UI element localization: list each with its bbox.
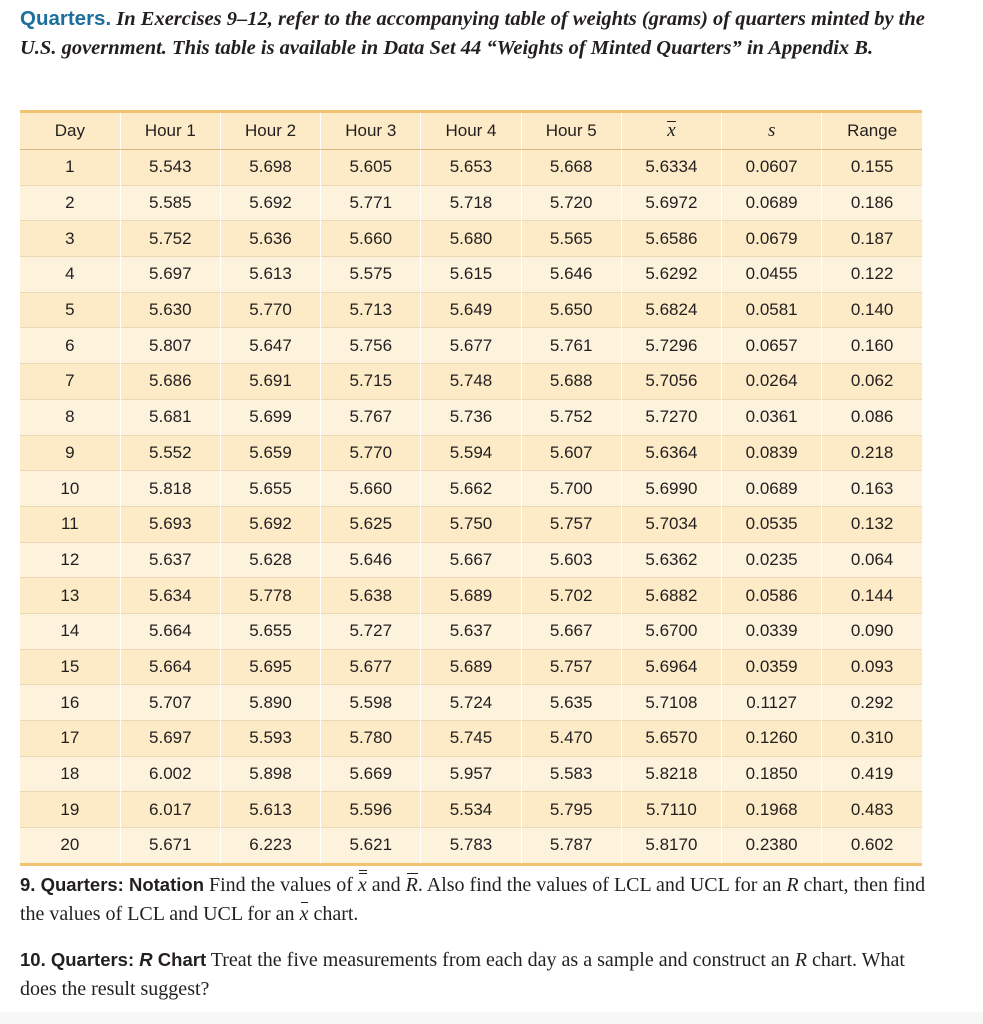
cell-hour-1: 5.697: [120, 257, 220, 293]
table-row: [20, 328, 922, 364]
cell-hour-5: 5.700: [521, 471, 621, 507]
cell-hour-1: 5.637: [120, 542, 220, 578]
cell-std-dev: 0.0235: [722, 542, 822, 578]
cell-day: 8: [20, 399, 120, 435]
cell-hour-3: 5.669: [321, 756, 421, 792]
cell-sample-mean: 5.8170: [621, 828, 721, 865]
cell-hour-3: 5.727: [321, 613, 421, 649]
cell-hour-2: 5.628: [220, 542, 320, 578]
table-row: [20, 435, 922, 471]
cell-hour-2: 5.695: [220, 649, 320, 685]
cell-hour-1: 5.707: [120, 685, 220, 721]
cell-hour-4: 5.750: [421, 506, 521, 542]
cell-day: 13: [20, 578, 120, 614]
cell-hour-2: 5.770: [220, 292, 320, 328]
header-day: Day: [20, 112, 120, 150]
cell-hour-4: 5.534: [421, 792, 521, 828]
cell-sample-mean: 5.6292: [621, 257, 721, 293]
cell-day: 17: [20, 721, 120, 757]
exercise-9-heading: 9. Quarters: Notation: [20, 874, 204, 895]
cell-std-dev: 0.0339: [722, 613, 822, 649]
cell-range: 0.132: [822, 506, 922, 542]
header-std-dev: [722, 112, 822, 150]
quarters-weights-table: [20, 110, 922, 866]
table-row: [20, 257, 922, 293]
x-bar-symbol: x: [300, 900, 309, 929]
cell-range: 0.155: [822, 150, 922, 186]
table-row: [20, 578, 922, 614]
cell-sample-mean: 5.6334: [621, 150, 721, 186]
cell-hour-3: 5.770: [321, 435, 421, 471]
cell-hour-1: 5.693: [120, 506, 220, 542]
cell-day: 15: [20, 649, 120, 685]
cell-hour-1: 6.002: [120, 756, 220, 792]
cell-hour-4: 5.724: [421, 685, 521, 721]
cell-hour-4: 5.637: [421, 613, 521, 649]
cell-sample-mean: 5.6990: [621, 471, 721, 507]
header-hour-1: Hour 1: [120, 112, 220, 150]
cell-hour-4: 5.677: [421, 328, 521, 364]
cell-hour-3: 5.677: [321, 649, 421, 685]
cell-hour-1: 5.807: [120, 328, 220, 364]
cell-range: 0.310: [822, 721, 922, 757]
cell-range: 0.140: [822, 292, 922, 328]
header-sample-mean: [621, 112, 721, 150]
cell-std-dev: 0.0839: [722, 435, 822, 471]
cell-hour-2: 5.692: [220, 185, 320, 221]
cell-sample-mean: 5.6700: [621, 613, 721, 649]
cell-range: 0.187: [822, 221, 922, 257]
cell-std-dev: 0.0264: [722, 364, 822, 400]
cell-hour-3: 5.771: [321, 185, 421, 221]
table-header-row: [20, 112, 922, 150]
cell-range: 0.086: [822, 399, 922, 435]
cell-day: 14: [20, 613, 120, 649]
r-bar-symbol: R: [406, 871, 418, 900]
table-body: [20, 150, 922, 865]
cell-hour-5: 5.761: [521, 328, 621, 364]
exercise-9-text-2: and: [366, 874, 406, 896]
cell-std-dev: 0.0679: [722, 221, 822, 257]
cell-hour-3: 5.767: [321, 399, 421, 435]
cell-hour-5: 5.795: [521, 792, 621, 828]
cell-hour-3: 5.715: [321, 364, 421, 400]
header-hour-5: Hour 5: [521, 112, 621, 150]
cell-range: 0.160: [822, 328, 922, 364]
cell-hour-4: 5.680: [421, 221, 521, 257]
s-symbol: s: [767, 120, 776, 141]
cell-day: 2: [20, 185, 120, 221]
table-row: [20, 542, 922, 578]
cell-hour-5: 5.757: [521, 649, 621, 685]
cell-hour-1: 5.752: [120, 221, 220, 257]
cell-hour-2: 5.647: [220, 328, 320, 364]
cell-hour-3: 5.575: [321, 257, 421, 293]
cell-std-dev: 0.0689: [722, 471, 822, 507]
cell-std-dev: 0.0535: [722, 506, 822, 542]
cell-hour-2: 5.613: [220, 257, 320, 293]
cell-day: 18: [20, 756, 120, 792]
cell-hour-2: 5.698: [220, 150, 320, 186]
cell-std-dev: 0.1127: [722, 685, 822, 721]
cell-sample-mean: 5.6364: [621, 435, 721, 471]
cell-hour-4: 5.736: [421, 399, 521, 435]
cell-sample-mean: 5.6570: [621, 721, 721, 757]
cell-std-dev: 0.0455: [722, 257, 822, 293]
cell-hour-2: 6.223: [220, 828, 320, 865]
cell-std-dev: 0.0689: [722, 185, 822, 221]
cell-range: 0.218: [822, 435, 922, 471]
cell-hour-4: 5.649: [421, 292, 521, 328]
cell-day: 9: [20, 435, 120, 471]
r-symbol: R: [794, 949, 808, 971]
exercise-10-heading-r: R: [139, 949, 153, 970]
cell-hour-5: 5.470: [521, 721, 621, 757]
table-row: [20, 792, 922, 828]
exercise-10-heading-b: Chart: [152, 949, 207, 970]
cell-hour-5: 5.757: [521, 506, 621, 542]
intro-text: In Exercises 9–12, refer to the accompanying table of weights (grams) of quarters minted by the U.S. government. This table is available in Data Set 44 “Weights of Minted Quarters” in Appendix B.: [20, 8, 925, 59]
cell-day: 4: [20, 257, 120, 293]
cell-hour-1: 5.585: [120, 185, 220, 221]
x-double-bar-symbol: x: [358, 871, 367, 900]
cell-hour-4: 5.689: [421, 578, 521, 614]
cell-hour-3: 5.780: [321, 721, 421, 757]
cell-hour-1: 5.686: [120, 364, 220, 400]
x-bar-symbol: x: [667, 120, 676, 141]
cell-hour-3: 5.638: [321, 578, 421, 614]
cell-hour-1: 5.630: [120, 292, 220, 328]
cell-std-dev: 0.0359: [722, 649, 822, 685]
table-row: [20, 828, 922, 865]
cell-range: 0.090: [822, 613, 922, 649]
cell-hour-5: 5.565: [521, 221, 621, 257]
header-hour-3: Hour 3: [321, 112, 421, 150]
cell-hour-3: 5.605: [321, 150, 421, 186]
cell-std-dev: 0.0586: [722, 578, 822, 614]
cell-sample-mean: 5.6586: [621, 221, 721, 257]
cell-hour-5: 5.688: [521, 364, 621, 400]
cell-day: 10: [20, 471, 120, 507]
cell-range: 0.144: [822, 578, 922, 614]
cell-day: 16: [20, 685, 120, 721]
table-row: [20, 364, 922, 400]
cell-std-dev: 0.1968: [722, 792, 822, 828]
header-range: Range: [822, 112, 922, 150]
cell-hour-2: 5.613: [220, 792, 320, 828]
cell-hour-5: 5.720: [521, 185, 621, 221]
cell-range: 0.163: [822, 471, 922, 507]
cell-day: 6: [20, 328, 120, 364]
cell-day: 5: [20, 292, 120, 328]
cell-hour-5: 5.603: [521, 542, 621, 578]
cell-sample-mean: 5.7056: [621, 364, 721, 400]
cell-hour-5: 5.583: [521, 756, 621, 792]
cell-hour-4: 5.748: [421, 364, 521, 400]
cell-hour-1: 5.818: [120, 471, 220, 507]
cell-day: 12: [20, 542, 120, 578]
cell-hour-4: 5.718: [421, 185, 521, 221]
cell-hour-5: 5.752: [521, 399, 621, 435]
cell-sample-mean: 5.7296: [621, 328, 721, 364]
cell-sample-mean: 5.7110: [621, 792, 721, 828]
cell-hour-3: 5.660: [321, 471, 421, 507]
table-row: [20, 685, 922, 721]
table-row: [20, 221, 922, 257]
cell-hour-2: 5.655: [220, 471, 320, 507]
cell-hour-2: 5.659: [220, 435, 320, 471]
cell-hour-1: 5.681: [120, 399, 220, 435]
cell-hour-4: 5.662: [421, 471, 521, 507]
exercise-10: [20, 945, 940, 1004]
cell-hour-2: 5.691: [220, 364, 320, 400]
cell-sample-mean: 5.6964: [621, 649, 721, 685]
cell-hour-3: 5.756: [321, 328, 421, 364]
cell-range: 0.122: [822, 257, 922, 293]
cell-sample-mean: 5.7108: [621, 685, 721, 721]
cell-hour-1: 6.017: [120, 792, 220, 828]
cell-hour-2: 5.890: [220, 685, 320, 721]
cell-range: 0.602: [822, 828, 922, 865]
cell-std-dev: 0.0607: [722, 150, 822, 186]
cell-hour-1: 5.552: [120, 435, 220, 471]
cell-hour-2: 5.699: [220, 399, 320, 435]
cell-hour-4: 5.783: [421, 828, 521, 865]
cell-sample-mean: 5.8218: [621, 756, 721, 792]
cell-hour-4: 5.745: [421, 721, 521, 757]
cell-day: 20: [20, 828, 120, 865]
table-row: [20, 399, 922, 435]
cell-range: 0.064: [822, 542, 922, 578]
cell-range: 0.093: [822, 649, 922, 685]
cell-hour-4: 5.689: [421, 649, 521, 685]
exercise-9-text-1: Find the values of: [204, 874, 358, 896]
table-row: [20, 506, 922, 542]
cell-hour-2: 5.898: [220, 756, 320, 792]
cell-sample-mean: 5.7034: [621, 506, 721, 542]
cell-hour-1: 5.543: [120, 150, 220, 186]
cell-std-dev: 0.2380: [722, 828, 822, 865]
bottom-band: [0, 1012, 983, 1024]
table-row: [20, 292, 922, 328]
table-row: [20, 185, 922, 221]
cell-std-dev: 0.0361: [722, 399, 822, 435]
header-hour-4: Hour 4: [421, 112, 521, 150]
intro-paragraph: [20, 4, 960, 63]
cell-hour-1: 5.634: [120, 578, 220, 614]
cell-hour-5: 5.702: [521, 578, 621, 614]
cell-hour-5: 5.607: [521, 435, 621, 471]
cell-hour-3: 5.660: [321, 221, 421, 257]
exercise-10-text-1: Treat the five measurements from each day as a sample and construct an: [206, 949, 795, 971]
cell-hour-5: 5.650: [521, 292, 621, 328]
cell-hour-5: 5.667: [521, 613, 621, 649]
header-hour-2: Hour 2: [220, 112, 320, 150]
cell-hour-1: 5.671: [120, 828, 220, 865]
cell-sample-mean: 5.6824: [621, 292, 721, 328]
table-row: [20, 649, 922, 685]
table-row: [20, 756, 922, 792]
exercise-9-text-5: chart.: [308, 903, 359, 925]
cell-hour-4: 5.667: [421, 542, 521, 578]
cell-day: 7: [20, 364, 120, 400]
exercise-10-heading-a: 10. Quarters:: [20, 949, 140, 970]
cell-hour-5: 5.787: [521, 828, 621, 865]
cell-hour-1: 5.664: [120, 613, 220, 649]
cell-sample-mean: 5.7270: [621, 399, 721, 435]
table-row: [20, 613, 922, 649]
cell-std-dev: 0.1260: [722, 721, 822, 757]
cell-hour-4: 5.957: [421, 756, 521, 792]
cell-hour-2: 5.636: [220, 221, 320, 257]
cell-range: 0.186: [822, 185, 922, 221]
cell-hour-2: 5.692: [220, 506, 320, 542]
cell-std-dev: 0.0657: [722, 328, 822, 364]
cell-sample-mean: 5.6972: [621, 185, 721, 221]
cell-day: 3: [20, 221, 120, 257]
cell-hour-1: 5.697: [120, 721, 220, 757]
cell-hour-5: 5.646: [521, 257, 621, 293]
exercise-10-text-2: chart. What does the result suggest?: [20, 949, 905, 1000]
cell-std-dev: 0.1850: [722, 756, 822, 792]
cell-range: 0.062: [822, 364, 922, 400]
table-row: [20, 150, 922, 186]
cell-sample-mean: 5.6362: [621, 542, 721, 578]
cell-hour-4: 5.653: [421, 150, 521, 186]
cell-range: 0.483: [822, 792, 922, 828]
cell-hour-3: 5.596: [321, 792, 421, 828]
cell-hour-4: 5.594: [421, 435, 521, 471]
cell-hour-2: 5.655: [220, 613, 320, 649]
cell-hour-1: 5.664: [120, 649, 220, 685]
cell-hour-3: 5.625: [321, 506, 421, 542]
cell-day: 19: [20, 792, 120, 828]
table-row: [20, 471, 922, 507]
r-symbol: R: [786, 874, 799, 896]
cell-day: 11: [20, 506, 120, 542]
exercise-9: [20, 870, 940, 929]
cell-hour-3: 5.713: [321, 292, 421, 328]
cell-hour-3: 5.646: [321, 542, 421, 578]
exercise-9-text-4: chart, then find the values of LCL and UCL for an: [20, 874, 926, 925]
cell-hour-2: 5.778: [220, 578, 320, 614]
exercise-9-text-3: . Also find the values of LCL and UCL for an: [417, 874, 787, 896]
cell-std-dev: 0.0581: [722, 292, 822, 328]
cell-hour-2: 5.593: [220, 721, 320, 757]
cell-hour-5: 5.668: [521, 150, 621, 186]
cell-hour-3: 5.598: [321, 685, 421, 721]
cell-sample-mean: 5.6882: [621, 578, 721, 614]
cell-day: 1: [20, 150, 120, 186]
table-row: [20, 721, 922, 757]
intro-lead: Quarters.: [20, 7, 112, 30]
cell-range: 0.419: [822, 756, 922, 792]
cell-hour-3: 5.621: [321, 828, 421, 865]
cell-hour-4: 5.615: [421, 257, 521, 293]
cell-range: 0.292: [822, 685, 922, 721]
exercise-10-heading: [20, 949, 206, 970]
cell-hour-5: 5.635: [521, 685, 621, 721]
